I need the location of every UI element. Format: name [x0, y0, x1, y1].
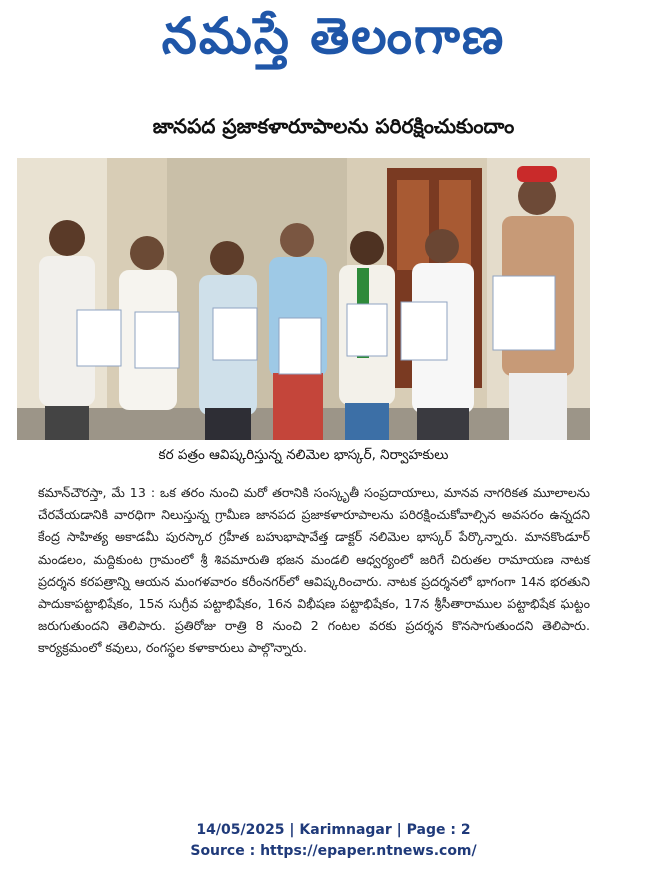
group-photo-illustration	[17, 158, 590, 440]
source-link[interactable]: Source : https://epaper.ntnews.com/	[190, 843, 477, 859]
article-body: కమాన్‌చౌరస్తా, మే 13 : ఒక తరం నుంచి మరో తరానికి సంస్కృతీ సంప్రదాయాలు, మానవ నాగరికత మూలాలను చేరవేయడానికి వారధిగా నిలుస్తున్న గ్రామీణ జానపద ప్రజాకళారూపాలను పరిరక్షించుకోవాల్సిన అవసరం ఉన్నదని కేంద్ర సాహిత్య అకాడమీ పురస్కార గ్రహీత బహుభాషావేత్త డాక్టర్ నలిమెల భాస్కర్ పేర్కొన్నారు. మానకొండూర్ మండలం, మద్దికుంట గ్రామంలో శ్రీ శివమారుతి భజన మండలి ఆధ్వర్యంలో జరిగే చిరుతల రామాయణ నాటక ప్రదర్శన కరపత్రాన్ని ఆయన మంగళవారం కరీంనగర్‌లో ఆవిష్కరించారు. నాటక ప్రదర్శనలో భాగంగా 14న భరతుని పాదుకాపట్టాభిషేకం, 15న సుగ్రీవ పట్టాభిషేకం, 16న విభీషణ పట్టాభిషేకం, 17న శ్రీసీతారాముల పట్టాభిషేక ఘట్టం జరుగుతుందని తెలిపారు. ప్రతిరోజు రాత్రి 8 నుంచి 2 గంటల వరకు ప్రదర్శన కొనసాగుతుందని తెలిపారు. కార్యక్రమంలో కవులు, రంగస్థల కళాకారులు పాల్గొన్నారు.	[38, 485, 590, 656]
edition-info: 14/05/2025 | Karimnagar | Page : 2	[196, 822, 471, 838]
photo-caption: కర పత్రం ఆవిష్కరిస్తున్న నలిమెల భాస్కర్, నిర్వాహకులు	[158, 447, 449, 463]
article-headline: జానపద ప్రజాకళారూపాలను పరిరక్షించుకుందాం	[152, 114, 515, 138]
article-photo	[17, 158, 590, 440]
newspaper-masthead: నమస్తే తెలంగాణ	[161, 7, 506, 65]
